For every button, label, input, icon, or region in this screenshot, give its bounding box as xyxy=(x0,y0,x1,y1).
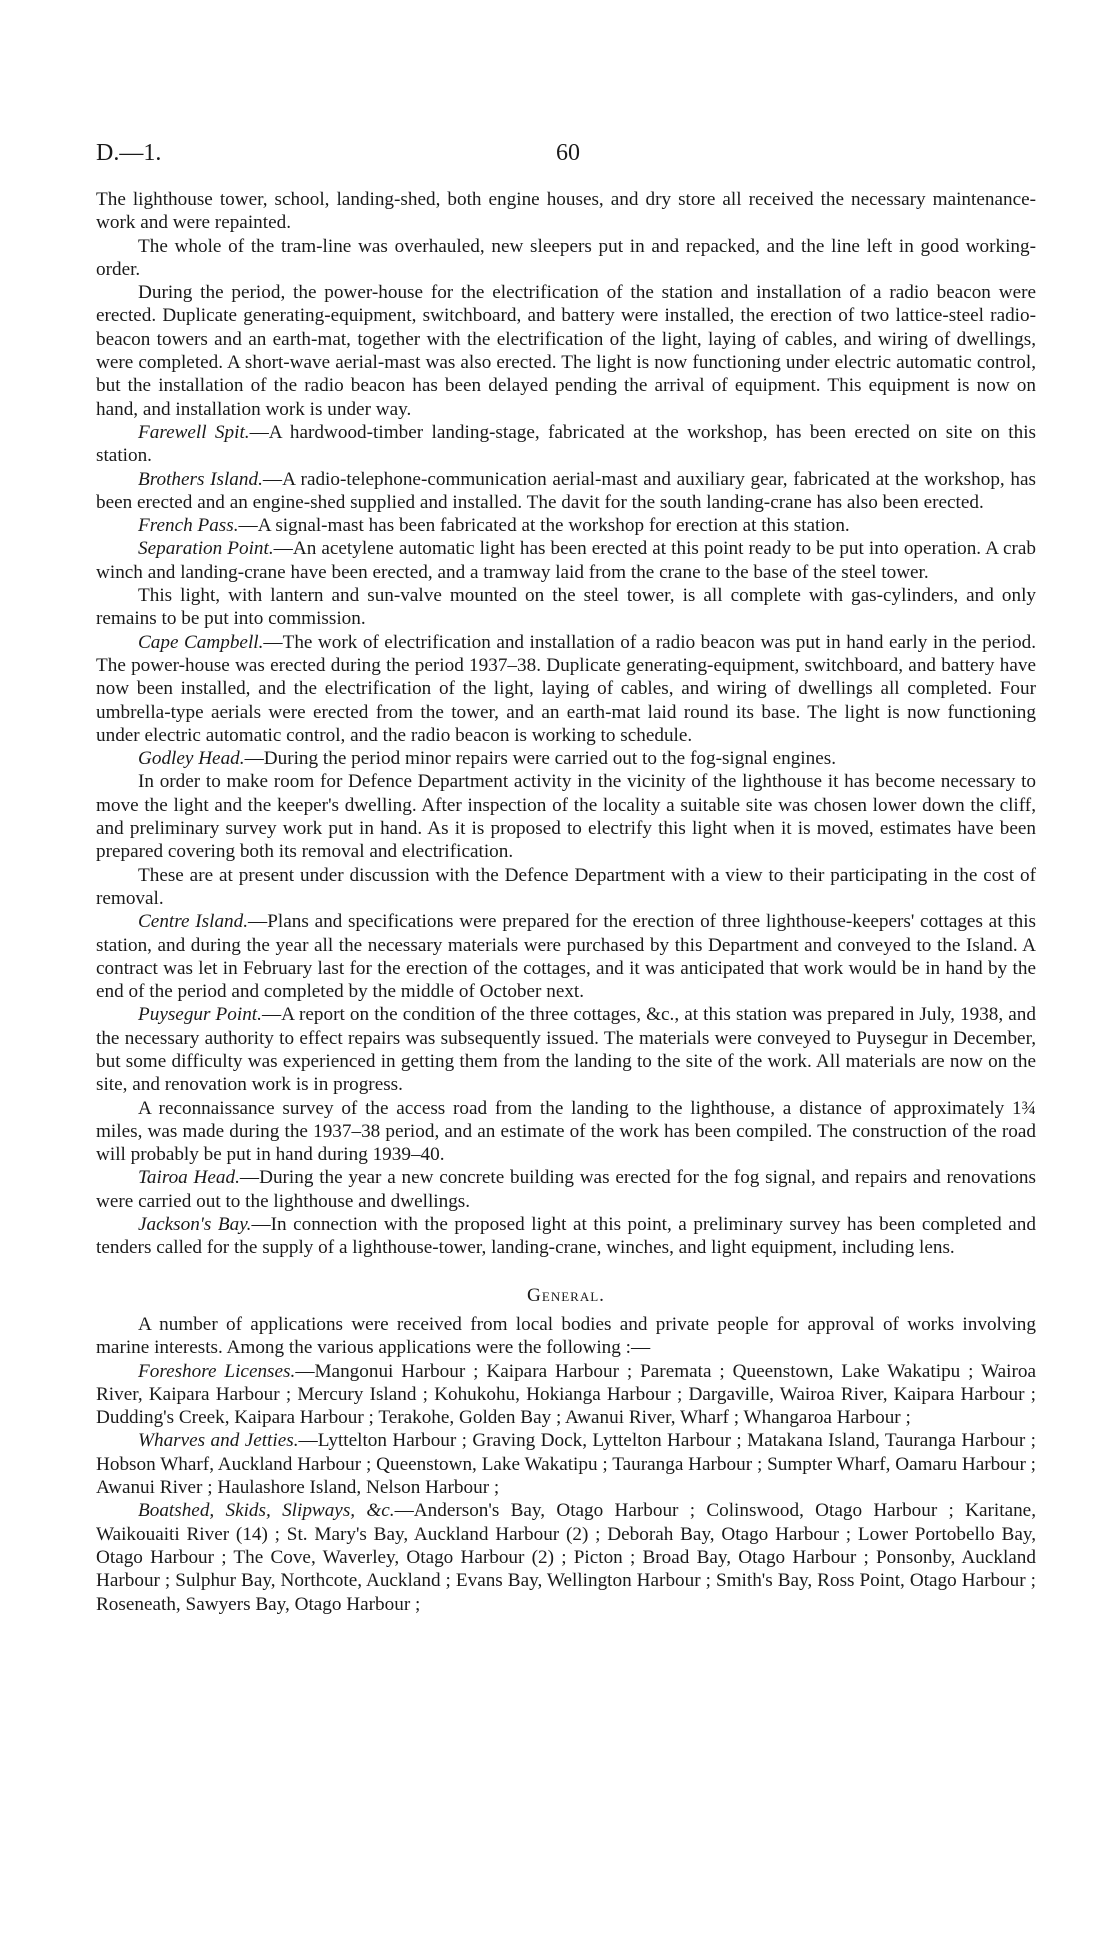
station-name: Cape Campbell. xyxy=(138,631,264,653)
station-name: Brothers Island. xyxy=(138,468,263,490)
category-name: Boatshed, Skids, Slipways, &c. xyxy=(138,1500,395,1522)
paragraph xyxy=(96,1097,1036,1167)
paragraph xyxy=(96,537,1036,584)
station-name: Godley Head. xyxy=(138,748,245,770)
paragraph-text: The lighthouse tower, school, landing-shed, both engine houses, and dry store all received the necessary maintenance-work and were repainted. xyxy=(96,189,1036,234)
paragraph xyxy=(96,281,1036,421)
paragraph-text: In order to make room for Defence Department activity in the vicinity of the lighthouse it has become necessary to move the light and the keeper's dwelling. After inspection of the locality a suitable site was chosen lower down the cliff, and preliminary survey work put in hand. As it is proposed to electrify this light when it is moved, estimates have been prepared covering both its removal and electrification. xyxy=(96,771,1036,863)
paragraph-text: —An acetylene automatic light has been erected at this point ready to be put into operation. A crab winch and landing-crane have been erected, and a tramway laid from the crane to the base of the steel tower. xyxy=(96,538,1036,583)
category-name: Foreshore Licenses. xyxy=(138,1360,296,1382)
station-name: Centre Island. xyxy=(138,911,249,933)
paragraph-text: A number of applications were received from local bodies and private people for approval of works involving marine interests. Among the various applications were the following :— xyxy=(96,1313,1036,1359)
paragraph xyxy=(96,1213,1036,1260)
page-header xyxy=(96,134,1036,174)
paragraph xyxy=(96,1003,1036,1096)
paragraph xyxy=(96,747,1036,770)
paragraph xyxy=(96,188,1036,235)
paragraph-text: —During the year a new concrete building was erected for the fog signal, and repairs and renovations were carried out to the lighthouse and dwellings. xyxy=(96,1167,1036,1212)
station-name: Puysegur Point. xyxy=(138,1004,262,1026)
paragraph-text: During the period, the power-house for the electrification of the station and installation of a radio beacon were erected. Duplicate generating-equipment, switchboard, and battery were installed, the erection of two lattice-steel radio-beacon towers and an earth-mat, together with the electrification of the light, laying of cables, and wiring of dwellings, were completed. A short-wave aerial-mast was also erected. The light is now functioning under electric automatic control, but the installation of the radio beacon has been delayed pending the arrival of equipment. This equipment is now on hand, and installation work is under way. xyxy=(96,282,1036,420)
paragraph-text: —During the period minor repairs were carried out to the fog-signal engines. xyxy=(244,748,836,770)
paragraph xyxy=(96,1360,1036,1430)
paragraph-text: This light, with lantern and sun-valve mounted on the steel tower, is all complete with gas-cylinders, and only remains to be put into commission. xyxy=(96,585,1036,630)
section-heading-general: General. xyxy=(527,1284,605,1306)
category-name: Wharves and Jetties. xyxy=(138,1430,299,1452)
paragraph-text: —A signal-mast has been fabricated at the workshop for erection at this station. xyxy=(238,515,850,537)
paragraph-text: —A report on the condition of the three cottages, &c., at this station was prepared in July, 1938, and the necessary authority to effect repairs was subsequently issued. The materials were conveyed to Puysegur in December, but some difficulty was experienced in getting them from the landing to the site of the work. All materials are now on the site, and renovation work is in progress. xyxy=(96,1004,1036,1096)
paragraph-text: —The work of electrification and installation of a radio beacon was put in hand early in the period. The power-house was erected during the period 1937–38. Duplicate generating-equipment, switchboard, and battery have now been installed, and the electrification of the light, laying of cables, and wiring of dwellings all completed. Four umbrella-type aerials were erected from the tower, and an earth-mat laid round its base. The light is now functioning under electric automatic control, and the radio beacon is working to schedule. xyxy=(96,631,1036,746)
paragraph xyxy=(96,770,1036,863)
paragraph xyxy=(96,864,1036,911)
paragraph xyxy=(96,514,1036,537)
paragraph xyxy=(96,1166,1036,1213)
paragraph xyxy=(96,631,1036,747)
station-name: Tairoa Head. xyxy=(138,1167,240,1189)
station-name: Farewell Spit. xyxy=(138,421,250,443)
page-number: 60 xyxy=(556,140,580,166)
station-name: Separation Point. xyxy=(138,538,274,560)
paragraph-text: —Plans and specifications were prepared for the erection of three lighthouse-keepers' cottages at this station, and during the year all the necessary materials were purchased by this Department and conveyed to the Island. A contract was let in February last for the erection of the cottages, and it was anticipated that work would be in hand by the end of the period and completed by the middle of October next. xyxy=(96,911,1037,1003)
paragraph-text: —Anderson's Bay, Otago Harbour ; Colinswood, Otago Harbour ; Karitane, Waikouaiti River (14) ; St. Mary's Bay, Auckland Harbour (2) ; Deborah Bay, Otago Harbour ; Lower Portobello Bay, Otago Harbour ; The Cove, Waverley, Otago Harbour (2) ; Picton ; Broad Bay, Otago Harbour ; Ponsonby, Auckland Harbour ; Sulphur Bay, Northcote, Auckland ; Evans Bay, Wellington Harbour ; Smith's Bay, Ross Point, Otago Harbour ; Roseneath, Sawyers Bay, Otago Harbour ; xyxy=(96,1500,1036,1615)
paragraph-text: These are at present under discussion with the Defence Department with a view to their participating in the cost of removal. xyxy=(96,864,1036,909)
paragraph-text: A reconnaissance survey of the access road from the landing to the lighthouse, a distance of approximately 1¾ miles, was made during the 1937–38 period, and an estimate of the work has been compiled. The construction of the road will probably be put in hand during 1939–40. xyxy=(96,1097,1036,1166)
paragraph-text: —Lyttelton Harbour ; Graving Dock, Lyttelton Harbour ; Matakana Island, Tauranga Harbour ; Hobson Wharf, Auckland Harbour ; Queenstown, Lake Wakatipu ; Tauranga Harbour ; Sumpter Wharf, Oamaru Harbour ; Awanui River ; Haulashore Island, Nelson Harbour ; xyxy=(96,1430,1036,1499)
station-name: Jackson's Bay. xyxy=(138,1214,252,1236)
paragraph xyxy=(96,584,1036,631)
paragraph-text: —In connection with the proposed light at this point, a preliminary survey has been completed and tenders called for the supply of a lighthouse-tower, landing-crane, winches, and light equipment, including lens. xyxy=(96,1214,1036,1259)
paragraph xyxy=(96,421,1036,468)
paragraph xyxy=(96,468,1036,515)
document-reference: D.—1. xyxy=(96,140,162,166)
paragraph-text: —A radio-telephone-communication aerial-mast and auxiliary gear, fabricated at the workshop, has been erected and an engine-shed supplied and installed. The davit for the south landing-crane has also been erected. xyxy=(96,468,1036,513)
paragraph xyxy=(96,910,1036,1003)
station-name: French Pass. xyxy=(138,515,239,537)
paragraph-text: —A hardwood-timber landing-stage, fabricated at the workshop, has been erected on site on this station. xyxy=(96,421,1036,467)
paragraph xyxy=(96,1499,1036,1615)
paragraph xyxy=(96,1313,1036,1360)
paragraph xyxy=(96,235,1036,282)
paragraph-text: —Mangonui Harbour ; Kaipara Harbour ; Paremata ; Queenstown, Lake Wakatipu ; Wairoa River, Kaipara Harbour ; Mercury Island ; Kohukohu, Hokianga Harbour ; Dargaville, Wairoa River, Kaipara Harbour ; Dudding's Creek, Kaipara Harbour ; Terakohe, Golden Bay ; Awanui River, Wharf ; Whangaroa Harbour ; xyxy=(96,1360,1036,1429)
paragraph xyxy=(96,1429,1036,1499)
paragraph-text: The whole of the tram-line was overhauled, new sleepers put in and repacked, and the line left in good working-order. xyxy=(96,235,1036,280)
report-body xyxy=(96,188,1036,1616)
